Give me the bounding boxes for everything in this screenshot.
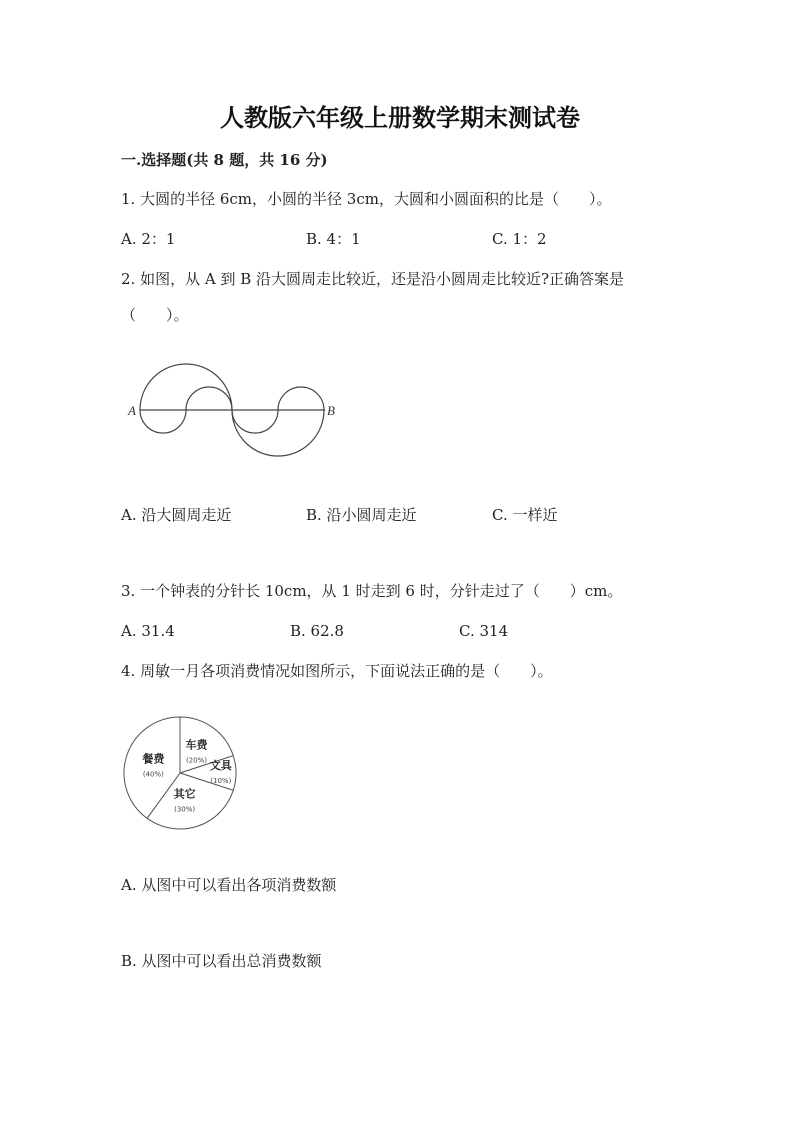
large-arc-bottom [232,410,324,456]
q4-option-b: B. 从图中可以看出总消费数额 [121,952,322,970]
small-arc-2 [186,387,232,410]
small-arc-4 [278,387,324,410]
pie-percent-transport: (20%) [185,756,207,765]
pie-percent-other: (30%) [174,805,196,814]
point-b-label: B [327,403,335,418]
pie-label-other: 其它 [173,787,196,801]
q1-option-a: A. 2：1 [121,230,176,248]
question-3-stem: 3. 一个钟表的分针长 10cm，从 1 时走到 6 时，分针走过了（ ）cm。 [121,582,623,600]
pie-label-transport: 车费 [185,738,208,752]
q1-option-c: C. 1：2 [492,230,547,248]
consumption-pie-chart [120,715,245,835]
pie-percent-stationery: (10%) [210,777,232,785]
q3-option-b: B. 62.8 [290,622,344,640]
point-a-label: A [128,403,136,418]
q4-option-a: A. 从图中可以看出各项消费数额 [121,876,337,894]
question-2-stem-line1: 2. 如图，从 A 到 B 沿大圆周走比较近，还是沿小圆周走比较近?正确答案是 [121,270,625,288]
section-heading: 一.选择题(共 8 题，共 16 分) [121,151,328,169]
small-arc-1 [140,410,186,433]
question-2-stem-line2: （ ）。 [121,306,189,324]
pie-percent-meal: (40%) [142,770,164,779]
page-title: 人教版六年级上册数学期末测试卷 [220,103,580,132]
semicircle-path-figure [120,355,350,465]
q3-option-c: C. 314 [459,622,509,640]
pie-label-meal: 餐费 [142,752,165,766]
small-arc-3 [232,410,278,433]
q3-option-a: A. 31.4 [121,622,175,640]
pie-label-stationery: 文具 [209,759,232,772]
q2-option-c: C. 一样近 [492,506,558,524]
question-1-stem: 1. 大圆的半径 6cm，小圆的半径 3cm，大圆和小圆面积的比是（ ）。 [121,190,612,208]
q2-option-a: A. 沿大圆周走近 [121,506,232,524]
q1-option-b: B. 4：1 [306,230,361,248]
question-4-stem: 4. 周敏一月各项消费情况如图所示，下面说法正确的是（ ）。 [121,662,553,680]
large-arc-top [140,364,232,410]
q2-option-b: B. 沿小圆周走近 [306,506,417,524]
